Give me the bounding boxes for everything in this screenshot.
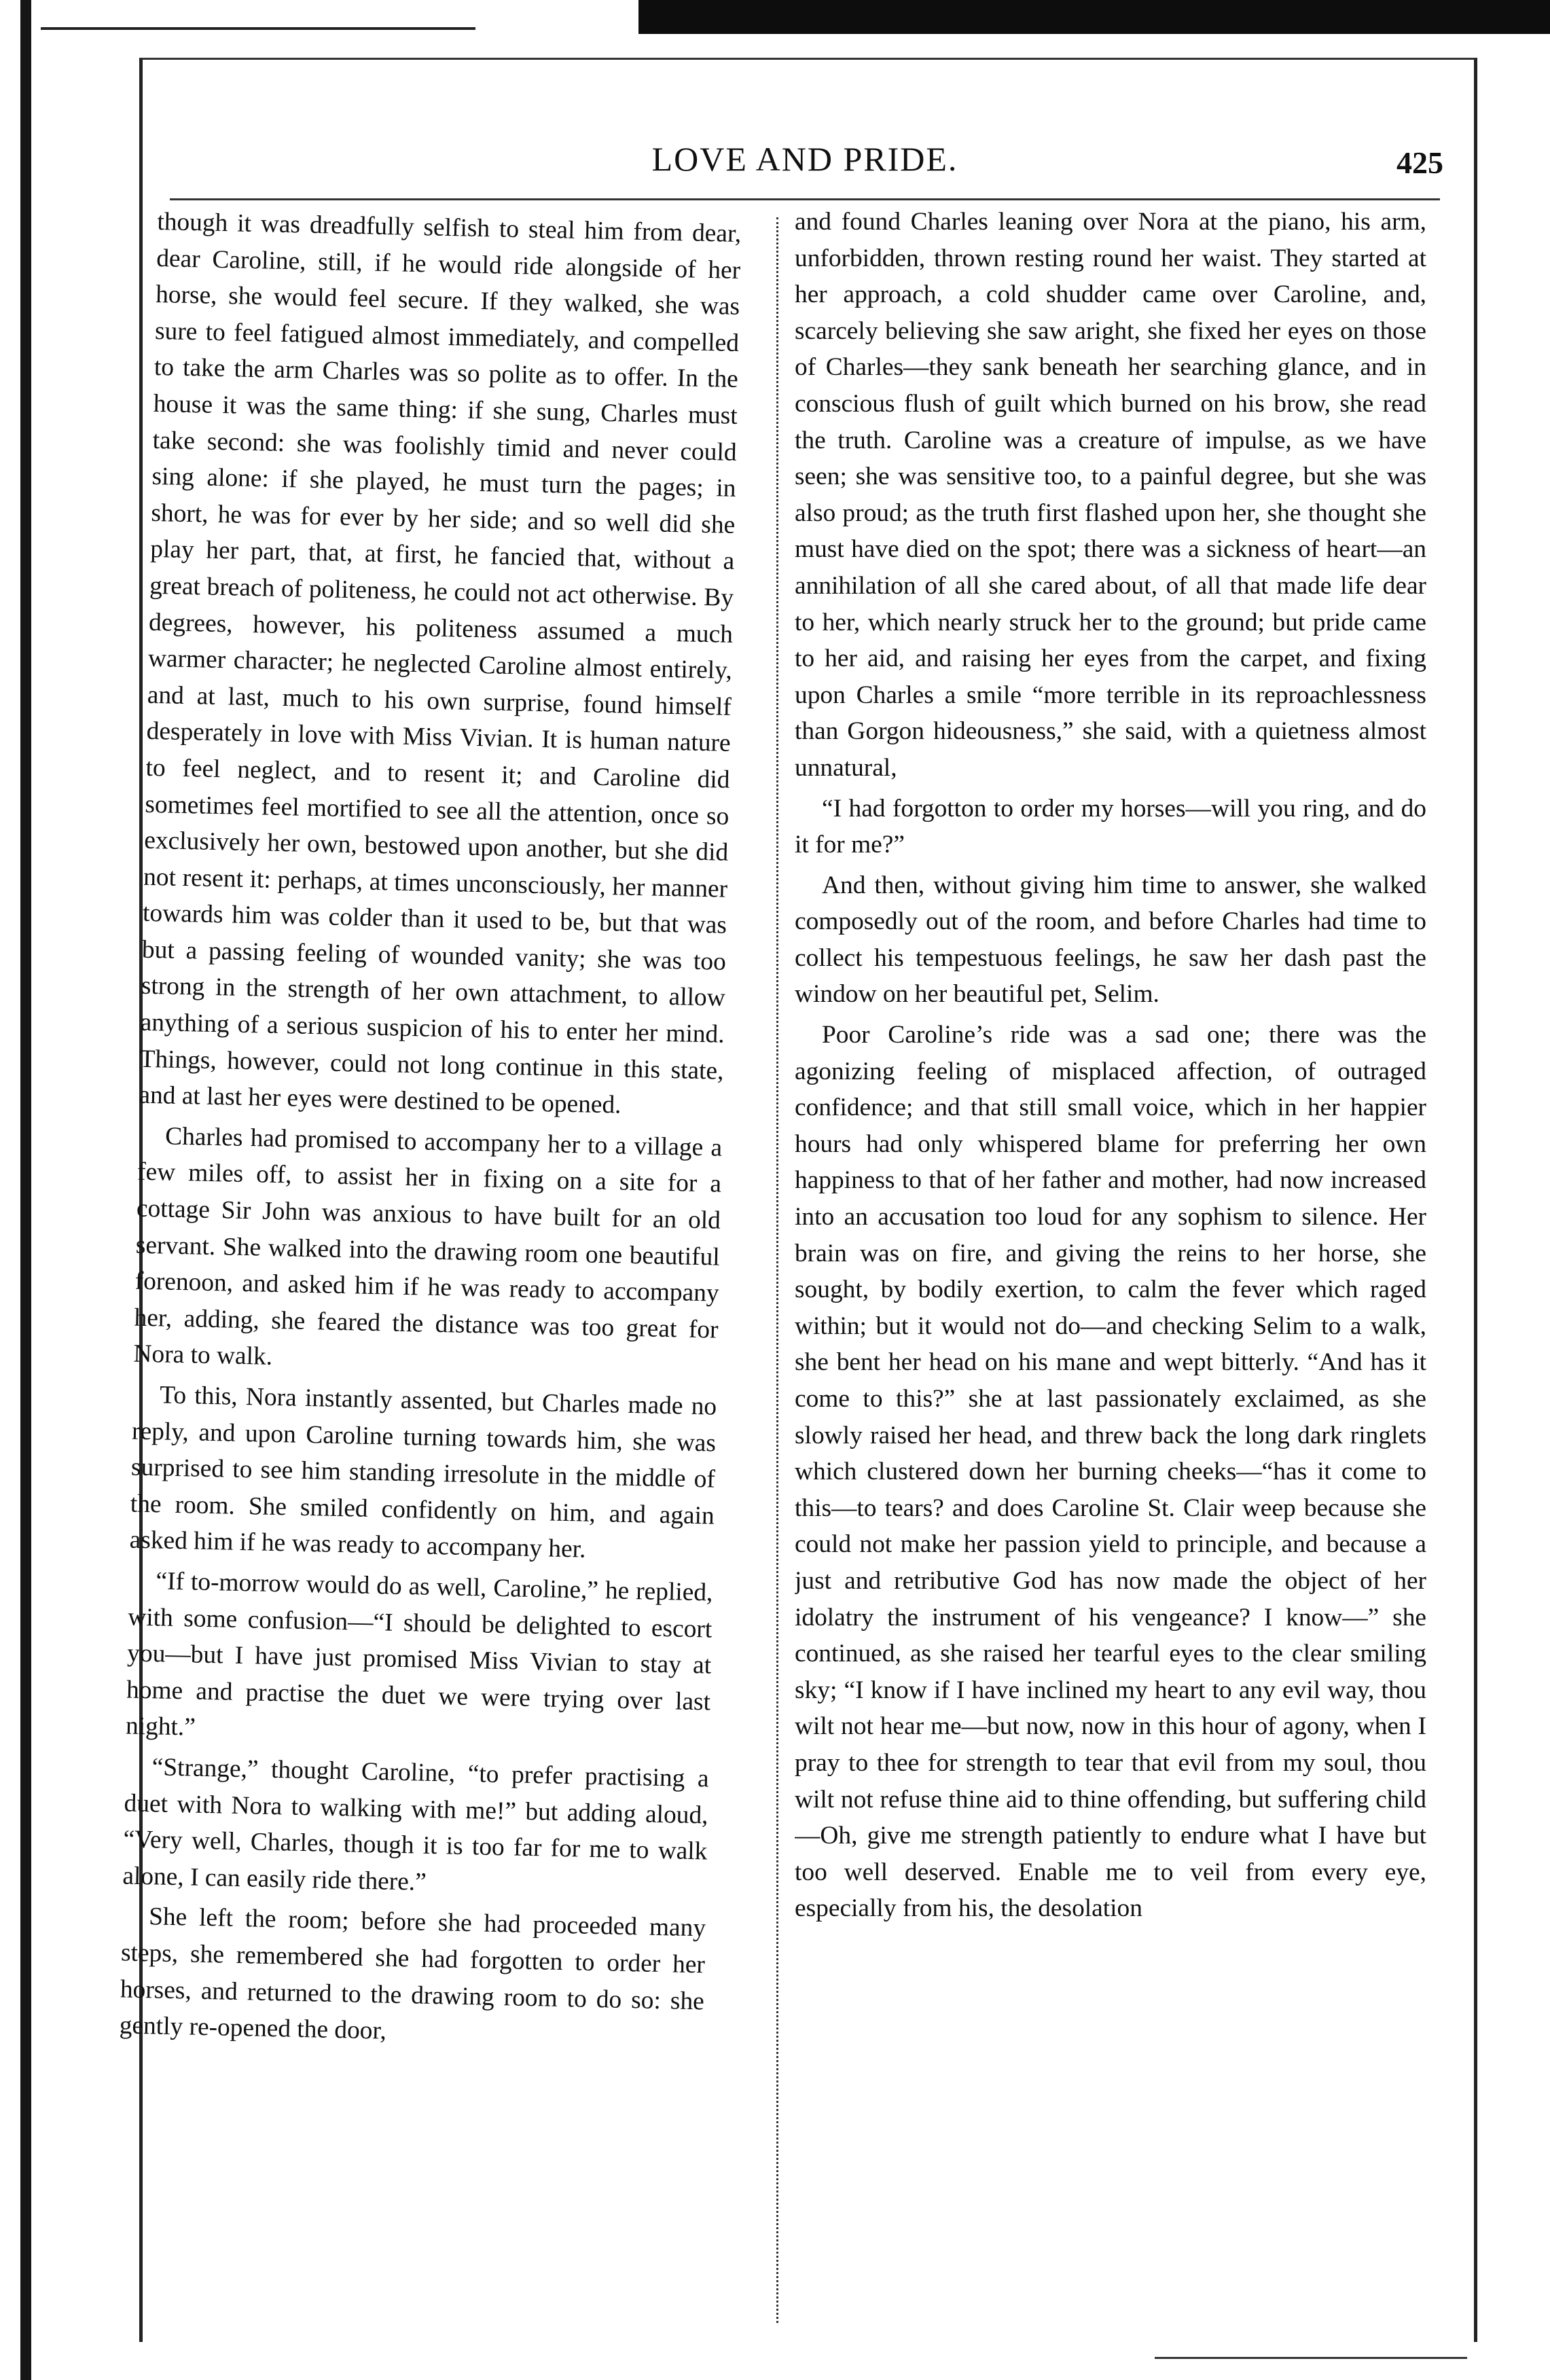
header-rule: [170, 198, 1440, 200]
right-column: [795, 204, 1426, 2330]
paragraph: though it was dreadfully selfish to steal him from dear, dear Caroline, still, if he would ride alongside of her horse, she would feel secure. If they walked, she was sure to feel fatigued almost immediately, and compelled to take the arm Charles was so polite as to offer. In the house it was the same thing: if she sung, Charles must take second: she was foolishly timid and never could sing alone: if she played, he must turn the pages; in short, he was for ever by her side; and so well did she play her part, that, at first, he fancied that, without a great breach of politeness, he could not act otherwise. By degrees, however, his politeness assumed a much warmer character; he neglected Caroline almost entirely, and at last, much to his own surprise, found himself desperately in love with Miss Vivian. It is human nature to feel neglect, and to resent it; and Caroline did sometimes feel mortified to see all the attention, once so exclusively her own, bestowed upon another, but she did not resent it: perhaps, at times unconsciously, her manner towards him was colder than it used to be, but that was but a passing feeling of wounded vanity; she was too strong in the strength of her own attachment, to allow anything of a serious suspicion of his to enter her mind. Things, however, could not long continue in this state, and at last her eyes were destined to be opened.: [139, 207, 742, 1119]
paragraph: She left the room; before she had proceeded many steps, she remembered she had forgotten to order her horses, and returned to the drawing room to do so: she gently re-opened the door,: [119, 1903, 706, 2045]
page-header: [156, 126, 1454, 200]
paragraph: And then, without giving him time to answer, she walked composedly out of the room, and before Charles had time to collect his tempestuous feelings, he saw her dash past the window on her beautiful pet, Selim.: [795, 871, 1426, 1009]
column-divider: [776, 217, 778, 2323]
paragraph: Poor Caroline’s ride was a sad one; there was the agonizing feeling of misplaced affection, of outraged confidence; and that still small voice, which in her happier hours had only whispered blame for preferring her own happiness to that of her father and mother, had now increased into an accusation too loud for any sophism to silence. Her brain was on fire, and giving the reins to her horse, she sought, by bodily exertion, to calm the fever which raged within; but it would not do—and checking Selim to a walk, she bent her head on his mane and wept bitterly. “And has it come to this?” she at last passionately exclaimed, as she slowly raised her head, and threw back the long dark ringlets which clustered down her burning cheeks—“has it come to this—to tears? and does Caroline St. Clair weep because she could not make her passion yield to principle, and because a just and retributive God has now made the object of her idolatry the instrument of his vengeance? I know—” she continued, as she raised her tearful eyes to the clear smiling sky; “I know if I have inclined my heart to any evil way, thou wilt not hear me—but now, now in this hour of agony, when I pray to thee for strength to tear that evil from my soul, thou wilt not refuse thine aid to thine offending, but suffering child—Oh, give me strength patiently to endure what I have but too well deserved. Enable me to veil from every eye, especially from his, the desolation: [795, 1021, 1426, 1923]
binding-edge: [20, 0, 31, 2380]
bottom-rule: [1155, 2357, 1467, 2359]
paragraph: Charles had promised to accompany her to a village a few miles off, to assist her in fixing on a site for a cottage Sir John was anxious to have built for an old servant. She walked into the drawing room one beautiful forenoon, and asked him if he was ready to accompany her, adding, she feared the distance was too great for Nora to walk.: [133, 1122, 723, 1371]
paragraph: “Strange,” thought Caroline, “to prefer practising a duet with Nora to walking with me!” but adding aloud, “Very well, Charles, though it is too far for me to walk alone, I can easily ride there.”: [122, 1753, 710, 1896]
running-title: LOVE AND PRIDE.: [651, 140, 958, 178]
paragraph: “I had forgotton to order my horses—will you ring, and do it for me?”: [795, 794, 1426, 859]
left-column: [113, 204, 741, 2341]
paragraph: To this, Nora instantly assented, but Charles made no reply, and upon Caroline turning towards him, she was surprised to see him standing irresolute in the middle of the room. She smiled confidently on him, and again asked him if he was ready to accompany her.: [129, 1381, 717, 1564]
scan-dark-edge: [638, 0, 1550, 34]
paragraph: and found Charles leaning over Nora at the piano, his arm, unforbidden, thrown resting round her waist. They started at her approach, a cold shudder came over Caroline, and, scarcely believing she saw aright, she fixed her eyes on those of Charles—they sank beneath her searching glance, and in conscious flush of guilt which burned on his brow, she read the truth. Caroline was a creature of impulse, as we have seen; she was sensitive too, to a painful degree, but she was also proud; as the truth first flashed upon her, she thought she must have died on the spot; there was a sickness of heart—an annihilation of all she cared about, of all that made life dear to her, which nearly struck her to the ground; but pride came to her aid, and raising her eyes from the carpet, and fixing upon Charles a smile “more terrible in its reproachlessness than Gorgon hideousness,” she said, with a quietness almost unnatural,: [795, 208, 1426, 782]
paragraph: “If to-morrow would do as well, Caroline,” he replied, with some confusion—“I should be delighted to escort you—but I have just promised Miss Vivian to stay at home and practise the duet we were trying over last night.”: [125, 1567, 713, 1742]
scan-top-mark: [41, 0, 475, 30]
page-number: 425: [1396, 145, 1443, 180]
